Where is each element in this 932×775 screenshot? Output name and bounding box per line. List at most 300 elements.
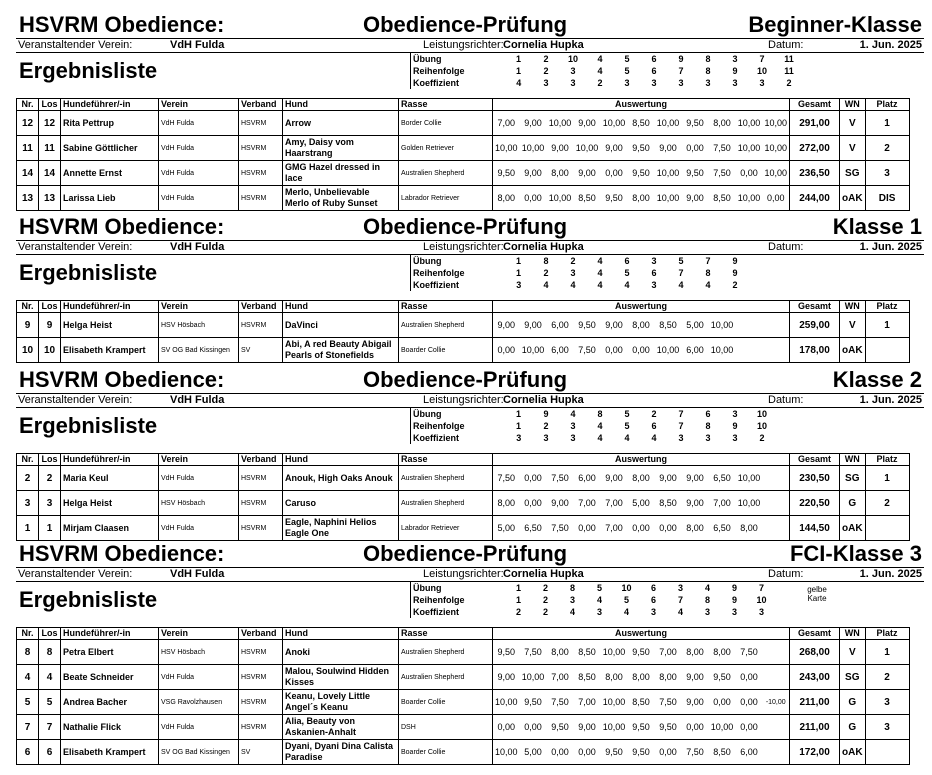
exercise-score: 0,00: [709, 690, 736, 715]
handler-name: Annette Ernst: [61, 161, 159, 186]
exercise-score: 10,00: [493, 136, 520, 161]
exercise-score: [763, 313, 790, 338]
koeffizient-value: [749, 279, 776, 291]
total-score: 243,00: [790, 665, 840, 690]
koeffizient-value: 4: [516, 78, 522, 88]
exercise-koeffizient-row: [411, 606, 833, 618]
reihenfolge-value: 3: [569, 595, 575, 605]
reihenfolge-value: 5: [623, 595, 629, 605]
exercise-score: 10,00: [574, 136, 601, 161]
uebung-value: 7: [705, 256, 711, 266]
koeffizient-value: 3: [705, 433, 711, 443]
handler-name: Petra Elbert: [61, 640, 159, 665]
breed-name: Labrador Retriever: [399, 516, 493, 541]
exercise-score: 9,50: [547, 715, 574, 740]
exercise-order-table: [410, 255, 803, 291]
koeffizient-value: 3: [678, 433, 684, 443]
koeffizient-value: 3: [731, 607, 737, 617]
draw-number: 6: [39, 740, 61, 765]
result-row: [17, 338, 910, 363]
reihenfolge-label: Reihenfolge: [411, 420, 506, 432]
exercise-score: 10,00: [547, 186, 574, 211]
yellow-card-note: gelbe Karte: [807, 585, 827, 603]
exercise-score: 9,50: [655, 715, 682, 740]
col-breed: Rasse: [399, 301, 493, 313]
col-rating: WN: [840, 628, 866, 640]
col-association: Verband: [239, 628, 283, 640]
org-title: HSVRM Obedience:: [19, 541, 225, 566]
reihenfolge-value: 4: [597, 268, 603, 278]
reihenfolge-value: [776, 267, 803, 279]
rating: SG: [840, 466, 866, 491]
exercise-score: 10,00: [709, 313, 736, 338]
association-name: HSVRM: [239, 313, 283, 338]
koeffizient-value: 3: [732, 433, 738, 443]
results-header-row: [17, 454, 910, 466]
col-rank: Platz: [865, 99, 909, 111]
dog-name: GMG Hazel dressed in lace: [283, 161, 399, 186]
exercise-score: 8,50: [709, 186, 736, 211]
exercise-score: 8,50: [628, 690, 655, 715]
exercise-score: 9,00: [601, 136, 628, 161]
koeffizient-value: 3: [570, 433, 576, 443]
koeffizient-value: 4: [651, 433, 657, 443]
dog-name: Caruso: [283, 491, 399, 516]
col-nr: Nr.: [17, 301, 39, 313]
exercise-score: 7,50: [709, 161, 736, 186]
handler-name: Beate Schneider: [61, 665, 159, 690]
exercise-score: 6,50: [709, 516, 736, 541]
koeffizient-value: 2: [597, 78, 603, 88]
datum-value: 1. Jun. 2025: [859, 394, 922, 406]
dog-name: Amy, Daisy vom Haarstrang: [283, 136, 399, 161]
uebung-value: 8: [543, 256, 549, 266]
col-dog: Hund: [283, 301, 399, 313]
exercise-score: 9,00: [493, 665, 520, 690]
club-name: VdH Fulda: [159, 715, 239, 740]
exercise-score: 10,00: [709, 715, 736, 740]
exercise-order-table: [410, 408, 803, 444]
club-name: VdH Fulda: [159, 111, 239, 136]
exercise-score: 9,00: [682, 466, 709, 491]
reihenfolge-value: 6: [651, 268, 657, 278]
datum-label: Datum:: [768, 568, 804, 580]
exercise-score: 9,00: [655, 466, 682, 491]
draw-number: 12: [39, 111, 61, 136]
exercise-score: 8,00: [601, 665, 628, 690]
col-association: Verband: [239, 454, 283, 466]
exercise-score: 9,50: [493, 640, 520, 665]
uebung-value: 8: [705, 54, 711, 64]
reihenfolge-value: [776, 420, 803, 432]
exercise-score: 10,00: [763, 136, 790, 161]
draw-number: 8: [39, 640, 61, 665]
event-title: Obedience-Prüfung: [363, 12, 568, 37]
col-dog: Hund: [283, 99, 399, 111]
start-number: 12: [17, 111, 39, 136]
exercise-score: 0,00: [763, 186, 790, 211]
breed-name: Australien Shepherd: [399, 491, 493, 516]
start-number: 13: [17, 186, 39, 211]
association-name: SV: [239, 338, 283, 363]
section-title-row: [16, 12, 924, 38]
uebung-value: 2: [651, 409, 657, 419]
exercise-reihenfolge-row: [411, 267, 803, 279]
ergebnisliste-heading: Ergebnisliste: [19, 58, 158, 83]
exercise-score: 0,00: [736, 715, 763, 740]
club-name: SV OG Bad Kissingen: [159, 740, 239, 765]
result-section: [16, 12, 924, 208]
reihenfolge-value: 5: [624, 66, 630, 76]
exercise-score: 9,00: [655, 136, 682, 161]
draw-number: 3: [39, 491, 61, 516]
reihenfolge-value: 6: [651, 421, 657, 431]
info-row: [16, 38, 924, 53]
exercise-score: 10,00: [520, 136, 547, 161]
richter-label: Leistungsrichter:: [423, 394, 504, 406]
reihenfolge-value: 4: [597, 421, 603, 431]
result-row: [17, 690, 910, 715]
rating: V: [840, 640, 866, 665]
exercise-score: 6,50: [709, 466, 736, 491]
breed-name: Australien Shepherd: [399, 466, 493, 491]
exercise-score: [736, 313, 763, 338]
rating: G: [840, 491, 866, 516]
info-row: [16, 393, 924, 408]
result-section: [16, 367, 924, 538]
club-name: HSV Hösbach: [159, 491, 239, 516]
dog-name: Alia, Beauty von Askanien-Anhalt: [283, 715, 399, 740]
handler-name: Andrea Bacher: [61, 690, 159, 715]
exercise-score: 8,50: [709, 740, 736, 765]
richter-value: Cornelia Hupka: [503, 568, 584, 580]
koeffizient-value: 2: [515, 607, 521, 617]
exercise-score: 8,00: [547, 640, 574, 665]
koeffizient-value: 3: [543, 78, 549, 88]
exercise-score: 9,00: [520, 313, 547, 338]
exercise-score: 10,00: [520, 338, 547, 363]
exercise-score: 6,00: [736, 740, 763, 765]
reihenfolge-value: 4: [596, 595, 602, 605]
col-handler: Hundeführer/-in: [61, 454, 159, 466]
col-total: Gesamt: [790, 301, 840, 313]
exercise-score: 9,50: [628, 161, 655, 186]
rank: 1: [865, 111, 909, 136]
exercise-score: 7,50: [547, 690, 574, 715]
exercise-score: 7,00: [601, 516, 628, 541]
col-nr: Nr.: [17, 99, 39, 111]
datum-value: 1. Jun. 2025: [859, 241, 922, 253]
exercise-score: 7,00: [655, 640, 682, 665]
col-breed: Rasse: [399, 99, 493, 111]
breed-name: Australien Shepherd: [399, 161, 493, 186]
handler-name: Elisabeth Krampert: [61, 338, 159, 363]
exercise-score: [736, 338, 763, 363]
dog-name: Merlo, Unbelievable Merlo of Ruby Sunset: [283, 186, 399, 211]
exercise-score: 0,00: [520, 466, 547, 491]
exercise-score: 0,00: [493, 338, 520, 363]
exercise-score: 0,00: [574, 516, 601, 541]
col-handler: Hundeführer/-in: [61, 99, 159, 111]
breed-name: Boarder Collie: [399, 338, 493, 363]
exercise-score: 9,50: [682, 161, 709, 186]
exercise-score: 7,00: [574, 491, 601, 516]
koeffizient-label: Koeffizient: [411, 606, 506, 618]
rating: SG: [840, 665, 866, 690]
total-score: 144,50: [790, 516, 840, 541]
koeffizient-value: 3: [650, 607, 656, 617]
section-title-row: [16, 214, 924, 240]
draw-number: 2: [39, 466, 61, 491]
club-name: VdH Fulda: [159, 665, 239, 690]
exercise-score: 5,00: [682, 313, 709, 338]
col-association: Verband: [239, 301, 283, 313]
verein-value: VdH Fulda: [170, 394, 225, 406]
uebung-value: 4: [597, 256, 603, 266]
exercise-score: 8,50: [574, 640, 601, 665]
class-title: FCI-Klasse 3: [789, 541, 922, 566]
exercise-score: 8,00: [547, 161, 574, 186]
exercise-score: 8,00: [682, 640, 709, 665]
exercise-score: [763, 740, 790, 765]
rating: oAK: [840, 338, 866, 363]
col-handler: Hundeführer/-in: [61, 301, 159, 313]
class-title: Klasse 1: [832, 214, 922, 239]
exercise-score: 9,50: [628, 640, 655, 665]
class-title: Klasse 2: [832, 367, 922, 392]
result-row: [17, 111, 910, 136]
rank: [865, 740, 909, 765]
exercise-score: [763, 715, 790, 740]
association-name: HSVRM: [239, 186, 283, 211]
breed-name: Boarder Collie: [399, 740, 493, 765]
koeffizient-value: 4: [543, 280, 549, 290]
exercise-koeffizient-row: [411, 77, 803, 89]
richter-label: Leistungsrichter:: [423, 568, 504, 580]
results-table: [16, 98, 910, 211]
exercise-score: 10,00: [655, 338, 682, 363]
result-row: [17, 640, 910, 665]
col-dog: Hund: [283, 454, 399, 466]
total-score: 211,00: [790, 690, 840, 715]
reihenfolge-value: 1: [515, 268, 521, 278]
rank: 2: [865, 136, 909, 161]
rank: 3: [865, 715, 909, 740]
col-dog: Hund: [283, 628, 399, 640]
reihenfolge-value: 1: [515, 66, 521, 76]
rank: 2: [865, 491, 909, 516]
exercise-score: 8,50: [655, 491, 682, 516]
info-row: [16, 567, 924, 582]
richter-value: Cornelia Hupka: [503, 39, 584, 51]
rating: V: [840, 136, 866, 161]
breed-name: Boarder Collie: [399, 690, 493, 715]
exercise-score: 5,00: [520, 740, 547, 765]
exercise-score: 8,00: [628, 313, 655, 338]
exercise-score: 7,50: [682, 740, 709, 765]
exercise-score: 7,00: [493, 111, 520, 136]
club-name: HSV Hösbach: [159, 640, 239, 665]
total-score: 172,00: [790, 740, 840, 765]
reihenfolge-value: 10: [756, 421, 767, 431]
exercise-score: 9,50: [628, 136, 655, 161]
exercise-score: 9,00: [682, 665, 709, 690]
dog-name: Arrow: [283, 111, 399, 136]
exercise-score: 9,00: [574, 111, 601, 136]
association-name: HSVRM: [239, 161, 283, 186]
exercise-score: 9,50: [601, 740, 628, 765]
exercise-score: 10,00: [736, 136, 763, 161]
exercise-score: 0,00: [520, 491, 547, 516]
col-club: Verein: [159, 99, 239, 111]
result-row: [17, 161, 910, 186]
col-los: Los: [39, 301, 61, 313]
start-number: 6: [17, 740, 39, 765]
exercise-score: 6,50: [520, 516, 547, 541]
datum-value: 1. Jun. 2025: [859, 39, 922, 51]
org-title: HSVRM Obedience:: [19, 367, 225, 392]
exercise-score: 9,50: [601, 186, 628, 211]
exercise-score: [763, 516, 790, 541]
exercise-score: 10,00: [736, 491, 763, 516]
reihenfolge-value: 7: [678, 268, 684, 278]
rating: G: [840, 690, 866, 715]
koeffizient-value: 4: [677, 607, 683, 617]
exercise-score: 9,50: [709, 665, 736, 690]
start-number: 7: [17, 715, 39, 740]
list-header: [16, 255, 924, 291]
uebung-label: Übung: [411, 53, 506, 65]
exercise-score: 9,50: [520, 690, 547, 715]
exercise-score: 10,00: [655, 161, 682, 186]
result-row: [17, 516, 910, 541]
start-number: 14: [17, 161, 39, 186]
result-row: [17, 136, 910, 161]
handler-name: Nathalie Flick: [61, 715, 159, 740]
draw-number: 14: [39, 161, 61, 186]
reihenfolge-value: 9: [732, 421, 738, 431]
exercise-score: 9,00: [574, 161, 601, 186]
association-name: HSVRM: [239, 640, 283, 665]
dog-name: Dyani, Dyani Dina Calista Paradise: [283, 740, 399, 765]
koeffizient-value: 3: [543, 433, 549, 443]
association-name: HSVRM: [239, 715, 283, 740]
reihenfolge-value: 2: [543, 421, 549, 431]
exercise-score: 9,50: [682, 111, 709, 136]
exercise-score: 0,00: [655, 740, 682, 765]
exercise-score: 7,50: [574, 338, 601, 363]
datum-label: Datum:: [768, 241, 804, 253]
koeffizient-label: Koeffizient: [411, 432, 506, 444]
handler-name: Rita Pettrup: [61, 111, 159, 136]
uebung-value: 4: [597, 54, 603, 64]
exercise-score: 0,00: [547, 740, 574, 765]
exercise-score: [763, 466, 790, 491]
total-score: 291,00: [790, 111, 840, 136]
ergebnisliste-heading: Ergebnisliste: [19, 413, 158, 438]
exercise-uebung-row: [411, 53, 803, 65]
col-breed: Rasse: [399, 628, 493, 640]
col-evaluation: Auswertung: [493, 99, 790, 111]
col-club: Verein: [159, 628, 239, 640]
rank: 3: [865, 161, 909, 186]
exercise-score: 8,00: [736, 516, 763, 541]
exercise-score: 10,00: [763, 111, 790, 136]
exercise-score: 7,00: [709, 491, 736, 516]
reihenfolge-value: 8: [705, 421, 711, 431]
exercise-score: 8,00: [628, 665, 655, 690]
exercise-score: 8,50: [574, 665, 601, 690]
uebung-value: 3: [651, 256, 657, 266]
total-score: 244,00: [790, 186, 840, 211]
draw-number: 4: [39, 665, 61, 690]
verein-label: Veranstaltender Verein:: [18, 394, 133, 406]
richter-label: Leistungsrichter:: [423, 39, 504, 51]
exercise-reihenfolge-row: [411, 594, 833, 606]
exercise-score: 8,00: [628, 186, 655, 211]
col-club: Verein: [159, 301, 239, 313]
col-los: Los: [39, 628, 61, 640]
exercise-score: 0,00: [520, 715, 547, 740]
handler-name: Larissa Lieb: [61, 186, 159, 211]
exercise-score: 9,00: [682, 186, 709, 211]
result-row: [17, 466, 910, 491]
verein-value: VdH Fulda: [170, 241, 225, 253]
reihenfolge-value: 2: [543, 268, 549, 278]
koeffizient-value: 3: [596, 607, 602, 617]
total-score: 211,00: [790, 715, 840, 740]
exercise-score: 8,00: [493, 186, 520, 211]
result-section: [16, 214, 924, 360]
uebung-value: 3: [732, 54, 738, 64]
exercise-score: 9,50: [493, 161, 520, 186]
exercise-score: 10,00: [709, 338, 736, 363]
handler-name: Helga Heist: [61, 313, 159, 338]
uebung-label: Übung: [411, 408, 506, 420]
exercise-score: 9,00: [682, 690, 709, 715]
reihenfolge-value: 8: [705, 66, 711, 76]
exercise-score: 9,00: [547, 136, 574, 161]
ergebnisliste-heading: Ergebnisliste: [19, 587, 158, 612]
rank: 1: [865, 640, 909, 665]
uebung-value: [776, 255, 803, 267]
org-title: HSVRM Obedience:: [19, 12, 225, 37]
reihenfolge-value: 5: [624, 421, 630, 431]
exercise-score: 7,50: [493, 466, 520, 491]
exercise-koeffizient-row: [411, 432, 803, 444]
uebung-value: 7: [759, 54, 765, 64]
col-breed: Rasse: [399, 454, 493, 466]
exercise-score: 5,00: [493, 516, 520, 541]
association-name: HSVRM: [239, 516, 283, 541]
dog-name: Malou, Soulwind Hidden Kisses: [283, 665, 399, 690]
reihenfolge-value: 9: [731, 595, 737, 605]
uebung-value: 2: [543, 54, 549, 64]
uebung-value: 5: [624, 409, 630, 419]
association-name: HSVRM: [239, 665, 283, 690]
koeffizient-value: 3: [759, 78, 765, 88]
koeffizient-value: 3: [651, 280, 657, 290]
uebung-value: 5: [624, 54, 630, 64]
verein-label: Veranstaltender Verein:: [18, 39, 133, 51]
results-table: [16, 627, 910, 765]
draw-number: 7: [39, 715, 61, 740]
dog-name: Anouk, High Oaks Anouk: [283, 466, 399, 491]
exercise-score: 10,00: [655, 186, 682, 211]
dog-name: Abi, A red Beauty Abigail Pearls of Stonefields: [283, 338, 399, 363]
dog-name: DaVinci: [283, 313, 399, 338]
richter-label: Leistungsrichter:: [423, 241, 504, 253]
